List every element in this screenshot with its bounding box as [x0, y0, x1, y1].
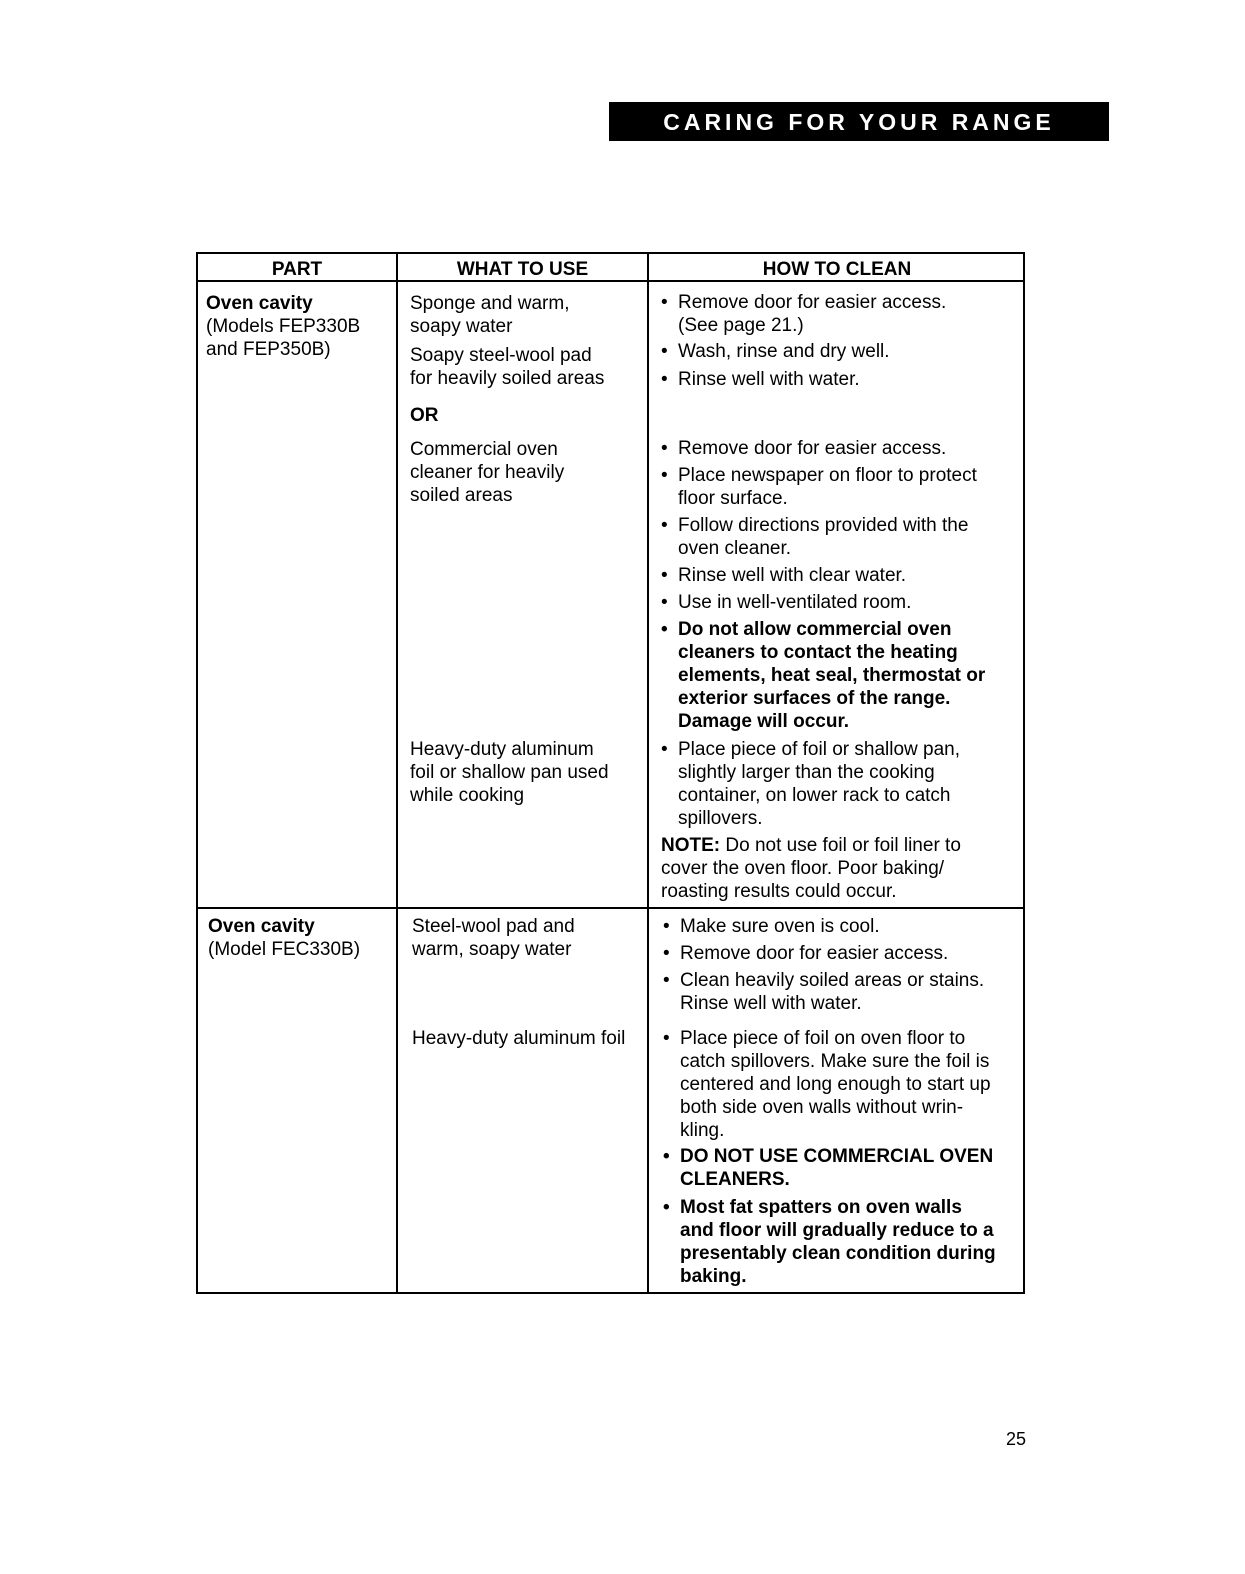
list-item: • Rinse well with clear water.	[678, 564, 906, 587]
list-item: • Rinse well with water.	[678, 368, 860, 391]
use-sponge: Sponge and warm, soapy water	[410, 293, 570, 337]
part-models: (Model FEC330B)	[208, 939, 361, 960]
use-steel-wool: Soapy steel-wool pad for heavily soiled areas	[410, 345, 605, 389]
section-banner: CARING FOR YOUR RANGE	[609, 102, 1109, 141]
use-aluminum-foil: Heavy-duty aluminum foil	[412, 1028, 626, 1049]
or-label: OR	[410, 405, 439, 426]
row-divider	[198, 907, 1023, 909]
list-item: • Remove door for easier access.	[680, 942, 948, 965]
warning-fat-spatters: • Most fat spatters on oven walls and floor will gradually reduce to a presentably clean condition during baking.	[680, 1196, 996, 1288]
use-aluminum-foil: Heavy-duty aluminum foil or shallow pan used while cooking	[410, 739, 609, 806]
column-divider	[647, 254, 649, 1292]
warning-no-commercial-cleaners: • DO NOT USE COMMERCIAL OVEN CLEANERS.	[680, 1145, 993, 1191]
list-item: • Place piece of foil on oven floor to catch spillovers. Make sure the foil is centered and long enough to start up both side oven walls without wrin- kling.	[680, 1027, 991, 1142]
cleaning-table	[196, 252, 1025, 1294]
header-what-to-use: WHAT TO USE	[456, 259, 589, 280]
list-item: • Clean heavily soiled areas or stains. Rinse well with water.	[680, 969, 984, 1015]
note-label: NOTE:	[661, 835, 721, 856]
warning-commercial-cleaner: • Do not allow commercial oven cleaners to contact the heating elements, heat seal, thermostat or exterior surfaces of the range. Damage will occur.	[678, 618, 985, 733]
part-models: (Models FEP330B	[206, 316, 361, 337]
column-divider	[396, 254, 398, 1292]
header-how-to-clean: HOW TO CLEAN	[762, 259, 912, 280]
list-item: • Make sure oven is cool.	[680, 915, 880, 938]
list-item: • Remove door for easier access. (See page 21.)	[678, 291, 946, 337]
part-models: and FEP350B)	[206, 339, 331, 360]
list-item: • Place piece of foil or shallow pan, slightly larger than the cooking container, on lower rack to catch spillovers.	[678, 738, 960, 830]
list-item: • Remove door for easier access.	[678, 437, 946, 460]
note: NOTE: Do not use foil or foil liner to cover the oven floor. Poor baking/ roasting results could occur.	[661, 835, 961, 902]
part-title: Oven cavity	[206, 293, 313, 314]
list-item: • Place newspaper on floor to protect floor surface.	[678, 464, 977, 510]
part-title: Oven cavity	[208, 916, 315, 937]
use-commercial-cleaner: Commercial oven cleaner for heavily soiled areas	[410, 439, 565, 506]
page-number: 25	[1006, 1429, 1027, 1449]
list-item: • Use in well-ventilated room.	[678, 591, 911, 614]
list-item: • Follow directions provided with the oven cleaner.	[678, 514, 968, 560]
list-item: • Wash, rinse and dry well.	[678, 340, 890, 363]
use-steel-wool: Steel-wool pad and warm, soapy water	[412, 916, 575, 960]
header-part: PART	[271, 259, 323, 280]
